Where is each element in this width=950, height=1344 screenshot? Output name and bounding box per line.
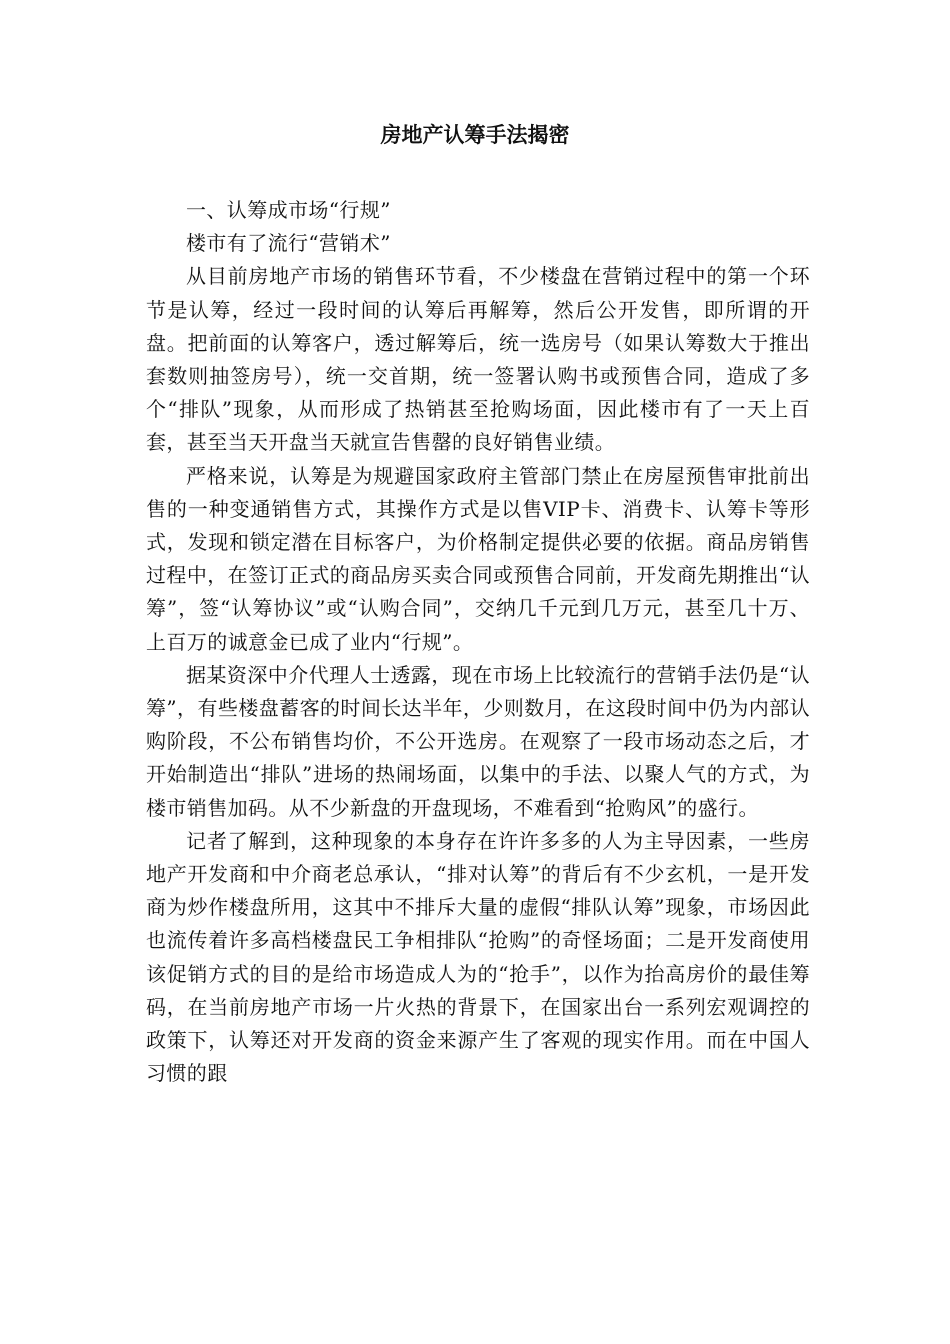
paragraph: 记者了解到，这种现象的本身存在许许多多的人为主导因素，一些房地产开发商和中介商老总承认，“排对认筹”的背后有不少玄机，一是开发商为炒作楼盘所用，这其中不排斥大量的虚假“排队认筹”现象，市场因此也流传着许多高档楼盘民工争相排队“抢购”的奇怪场面；二是开发商使用该促销方式的目的是给市场造成人为的“抢手”，以作为抬高房价的最佳筹码，在当前房地产市场一片火热的背景下，在国家出台一系列宏观调控的政策下，认筹还对开发商的资金来源产生了客观的现实作用。而在中国人习惯的跟 <box>146 828 810 1086</box>
document-body <box>146 194 810 1090</box>
paragraph: 严格来说，认筹是为规避国家政府主管部门禁止在房屋预售审批前出售的一种变通销售方式，其操作方式是以售VIP卡、消费卡、认筹卡等形式，发现和锁定潜在目标客户，为价格制定提供必要的依据。商品房销售过程中，在签订正式的商品房买卖合同或预售合同前，开发商先期推出“认筹”，签“认筹协议”或“认购合同”，交纳几千元到几万元，甚至几十万、上百万的诚意金已成了业内“行规”。 <box>146 463 810 654</box>
section-heading: 一、认筹成市场“行规” <box>186 198 391 222</box>
sub-heading: 楼市有了流行“营销术” <box>186 231 391 256</box>
paragraph: 据某资深中介代理人士透露，现在市场上比较流行的营销手法仍是“认筹”，有些楼盘蓄客的时间长达半年，少则数月，在这段时间中仍为内部认购阶段，不公布销售均价，不公开选房。在观察了一段市场动态之后，才开始制造出“排队”进场的热闹场面，以集中的手法、以聚人气的方式，为楼市销售加码。从不少新盘的开盘现场，不难看到“抢购风”的盛行。 <box>146 662 810 820</box>
paragraph: 从目前房地产市场的销售环节看，不少楼盘在营销过程中的第一个环节是认筹，经过一段时间的认筹后再解筹，然后公开发售，即所谓的开盘。把前面的认筹客户，透过解筹后，统一选房号（如果认筹数大于推出套数则抽签房号），统一交首期，统一签署认购书或预售合同，造成了多个“排队”现象，从而形成了热销甚至抢购场面，因此楼市有了一天上百套，甚至当天开盘当天就宣告售罄的良好销售业绩。 <box>146 264 810 455</box>
document-title: 房地产认筹手法揭密 <box>380 122 570 147</box>
